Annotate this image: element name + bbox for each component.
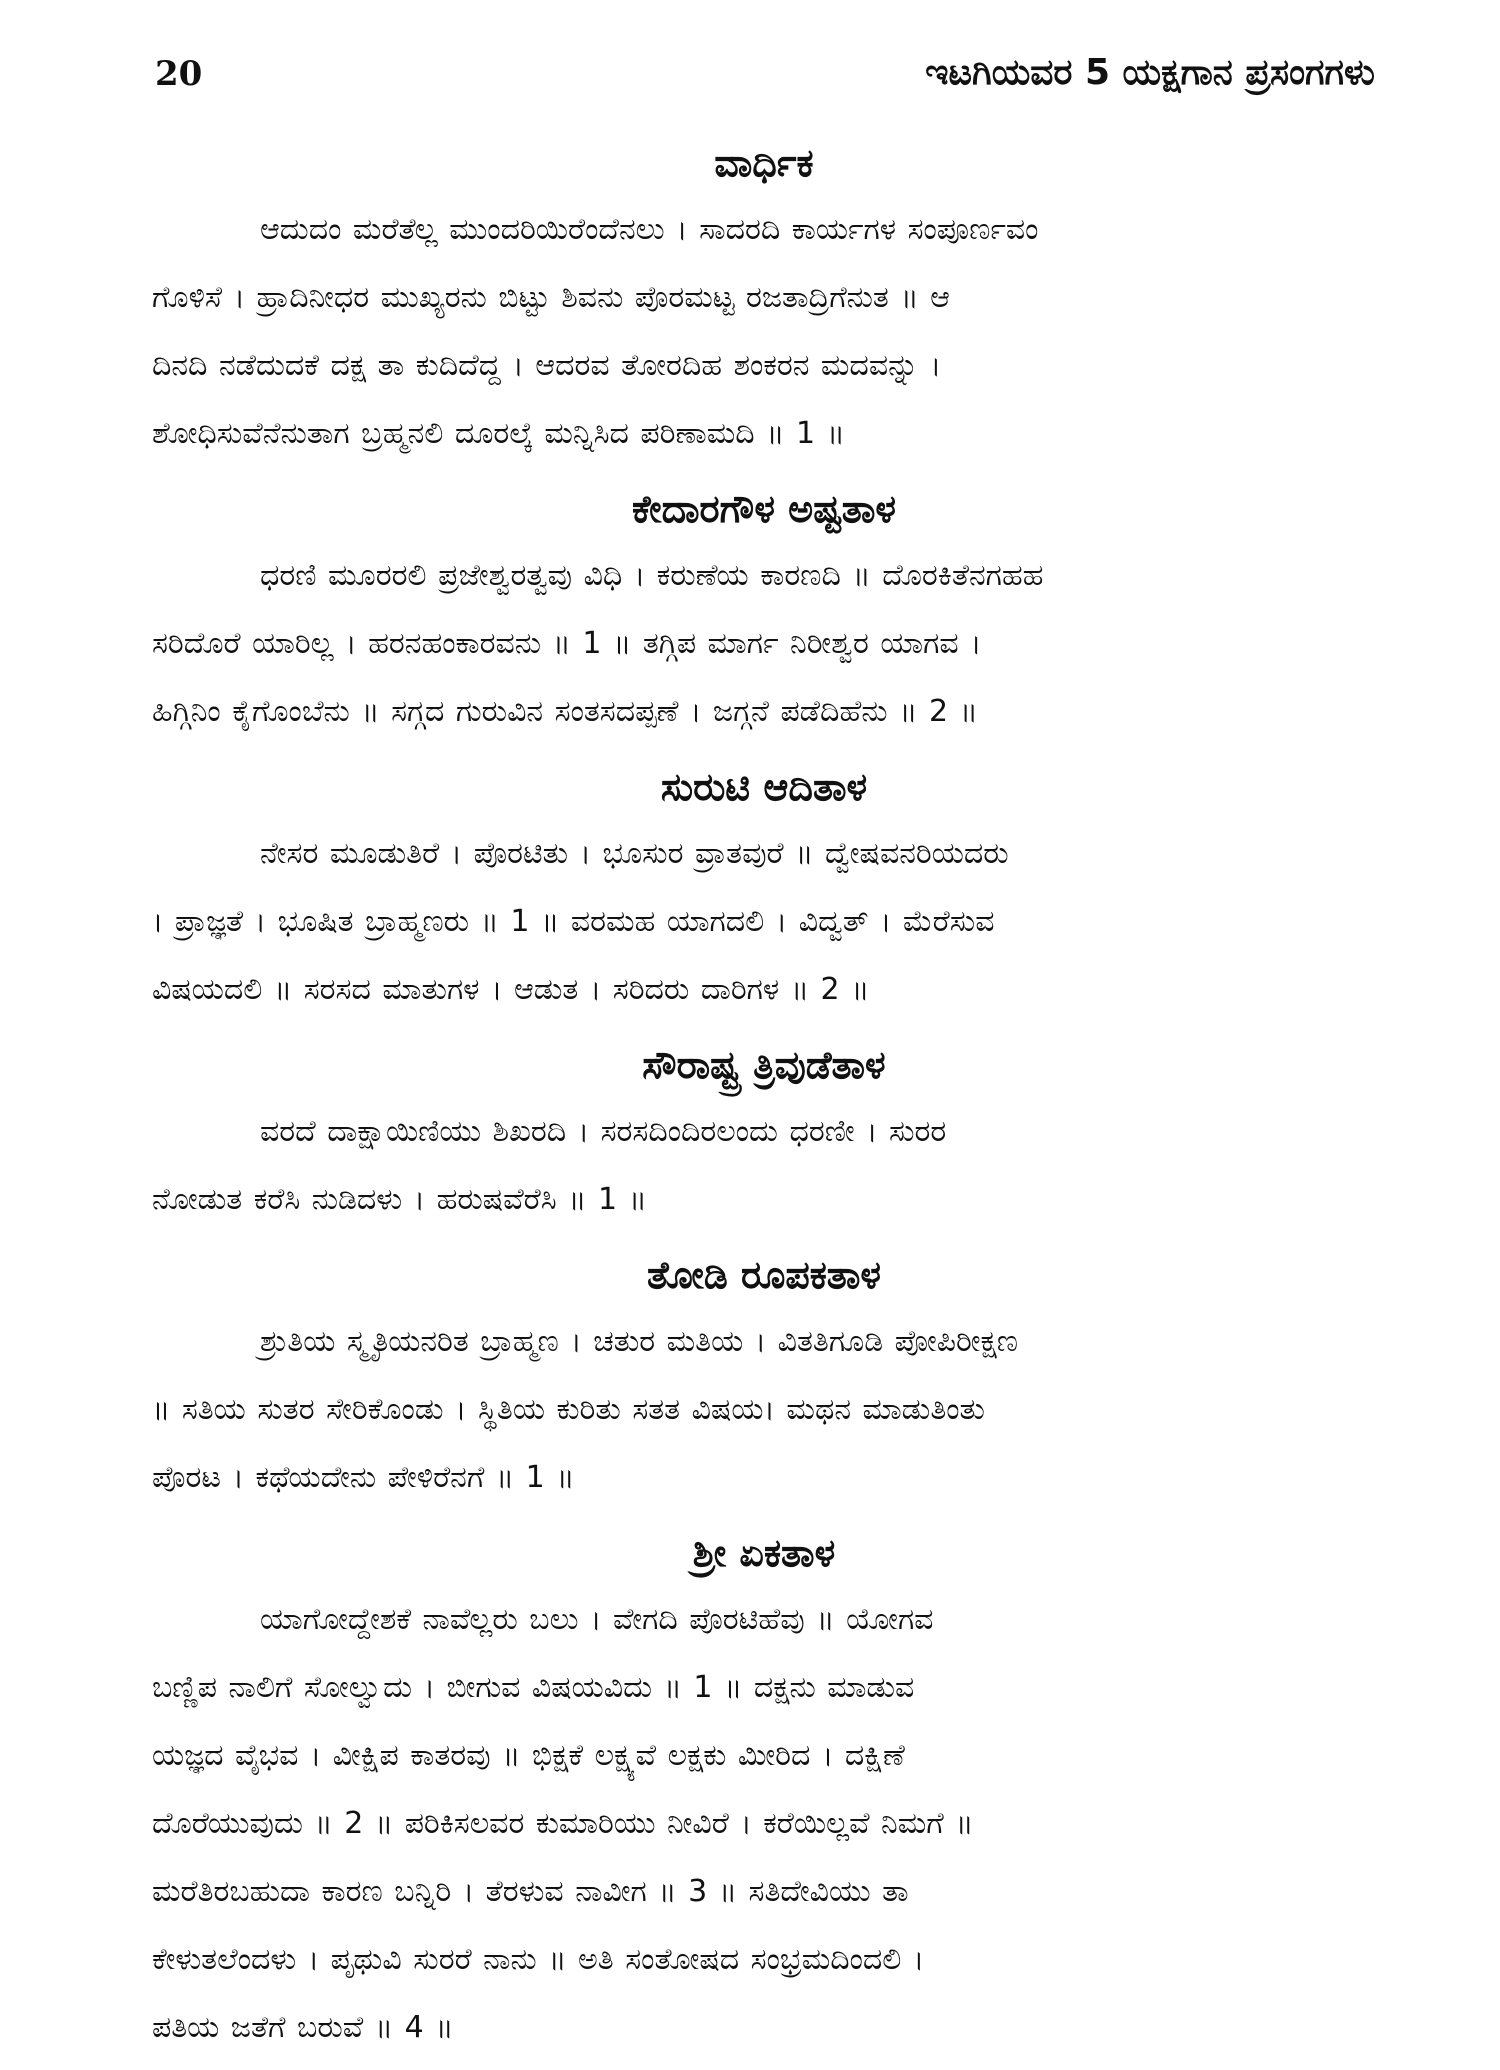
verse-line: ಸರಿದೊರೆ ಯಾರಿಲ್ಲ । ಹರನಹಂಕಾರವನು ॥ 1 ॥ ತಗ್ಗಿಪ ಮಾರ್ಗ ನಿರೀಶ್ವರ ಯಾಗವ । xyxy=(152,626,982,661)
verse-stanza xyxy=(152,196,1376,468)
verse-line: ಬಣ್ಣಿಪ ನಾಲಿಗೆ ಸೋಲ್ವುದು । ಬೀಗುವ ವಿಷಯವಿದು ॥ 1 ॥ ದಕ್ಷನು ಮಾಡುವ xyxy=(152,1670,915,1705)
verse-stanza xyxy=(152,1308,1376,1512)
verse-line: ಶ್ರುತಿಯ ಸ್ಮೃತಿಯನರಿತ ಬ್ರಾಹ್ಮಣ । ಚತುರ ಮತಿಯ । ವಿತತಿಗೂಡಿ ಪೋಪಿರೀಕ್ಷಣ xyxy=(260,1324,1019,1359)
verse-line: ಕೇಳುತಲೆಂದಳು । ಪೃಥುವಿ ಸುರರೆ ನಾನು ॥ ಅತಿ ಸಂತೋಷದ ಸಂಭ್ರಮದಿಂದಲಿ । xyxy=(152,1942,925,1977)
verse-line: ಧರಣಿ ಮೂರರಲಿ ಪ್ರಜೇಶ್ವರತ್ವವು ವಿಧಿ । ಕರುಣೆಯ ಕಾರಣದಿ ॥ ದೊರಕಿತೆನಗಹಹ xyxy=(260,558,1044,593)
verse-stanza xyxy=(152,1586,1376,2062)
verse-line: ॥ ಸತಿಯ ಸುತರ ಸೇರಿಕೊಂಡು । ಸ್ಥಿತಿಯ ಕುರಿತು ಸತತ ವಿಷಯ। ಮಥನ ಮಾಡುತಿಂತು xyxy=(152,1392,985,1427)
section-heading: ತೋಡಿ ರೂಪಕತಾಳ xyxy=(646,1253,881,1297)
verse-line: ಆದುದಂ ಮರೆತೆಲ್ಲ ಮುಂದರಿಯಿರೆಂದೆನಲು । ಸಾದರದಿ ಕಾರ್ಯಗಳ ಸಂಪೂರ್ಣವಂ xyxy=(260,212,1039,247)
verse-line: ಪೊರಟ । ಕಥೆಯದೇನು ಪೇಳಿರೆನಗೆ ॥ 1 ॥ xyxy=(152,1460,575,1495)
verse-line: ನೋಡುತ ಕರೆಸಿ ನುಡಿದಳು । ಹರುಷವೆರೆಸಿ ॥ 1 ॥ xyxy=(152,1182,647,1217)
verse-line: ದಿನದಿ ನಡೆದುದಕೆ ದಕ್ಷ ತಾ ಕುದಿದೆದ್ದ । ಆದರವ ತೋರದಿಹ ಶಂಕರನ ಮದವನ್ನು । xyxy=(152,348,942,383)
verse-stanza xyxy=(152,820,1376,1024)
verse-line: ದೊರೆಯುವುದು ॥ 2 ॥ ಪರಿಕಿಸಲವರ ಕುಮಾರಿಯು ನೀವಿರೆ । ಕರೆಯಿಲ್ಲವೆ ನಿಮಗೆ ॥ xyxy=(152,1806,974,1841)
verse-line: ಹಿಗ್ಗಿನಿಂ ಕೈಗೊಂಬೆನು ॥ ಸಗ್ಗದ ಗುರುವಿನ ಸಂತಸದಪ್ಪಣೆ । ಜಗ್ಗನೆ ಪಡೆದಿಹೆನು ॥ 2 ॥ xyxy=(152,694,978,729)
section-heading: ಕೇದಾರಗೌಳ ಅಷ್ಟತಾಳ xyxy=(632,487,896,531)
section-heading: ಸೌರಾಷ್ಟ್ರ ತ್ರಿವುಡೆತಾಳ xyxy=(642,1043,886,1087)
verse-line: ಮರೆತಿರಬಹುದಾ ಕಾರಣ ಬನ್ನಿರಿ । ತೆರಳುವ ನಾವೀಗ ॥ 3 ॥ ಸತಿದೇವಿಯು ತಾ xyxy=(152,1874,909,1909)
verse-stanza xyxy=(152,542,1376,746)
verse-line: ವರದೆ ದಾಕ್ಷಾಯಿಣಿಯು ಶಿಖರದಿ । ಸರಸದಿಂದಿರಲಂದು ಧರಣೀ । ಸುರರ xyxy=(260,1114,947,1149)
section-heading: ಶ್ರೀ ಏಕತಾಳ xyxy=(692,1531,836,1575)
verse-line: ಪತಿಯ ಜತೆಗೆ ಬರುವೆ ॥ 4 ॥ xyxy=(152,2010,454,2045)
page-header xyxy=(155,48,1375,108)
running-title: ಇಟಗಿಯವರ 5 ಯಕ್ಷಗಾನ ಪ್ರಸಂಗಗಳು xyxy=(925,52,1375,93)
page-body xyxy=(152,130,1376,2070)
verse-line: ಗೊಳಿಸೆ । ಹ್ರಾದಿನೀಧರ ಮುಖ್ಯರನು ಬಿಟ್ಟು ಶಿವನು ಪೊರಮಟ್ಟ ರಜತಾದ್ರಿಗೆನುತ ॥ ಆ xyxy=(152,280,950,315)
page-number: 20 xyxy=(155,54,203,94)
verse-line: ಯಾಗೋದ್ದೇಶಕೆ ನಾವೆಲ್ಲರು ಬಲು । ವೇಗದಿ ಪೊರಟಿಹೆವು ॥ ಯೋಗವ xyxy=(260,1602,934,1637)
verse-line: । ಪ್ರಾಜ್ಞತೆ । ಭೂಷಿತ ಬ್ರಾಹ್ಮಣರು ॥ 1 ॥ ವರಮಹ ಯಾಗದಲಿ । ವಿದ್ವತ್ । ಮೆರೆಸುವ xyxy=(152,904,995,939)
section-heading: ಸುರುಟಿ ಆದಿತಾಳ xyxy=(660,765,868,809)
verse-line: ನೇಸರ ಮೂಡುತಿರೆ । ಪೊರಟಿತು । ಭೂಸುರ ವ್ರಾತವುರೆ ॥ ದ್ವೇಷವನರಿಯದರು xyxy=(260,836,1009,871)
section-heading: ವಾರ್ಧಿಕ xyxy=(714,141,814,185)
verse-line: ಶೋಧಿಸುವೆನೆನುತಾಗ ಬ್ರಹ್ಮನಲಿ ದೂರಲ್ಕೆ ಮನ್ನಿಸಿದ ಪರಿಣಾಮದಿ ॥ 1 ॥ xyxy=(152,416,845,451)
verse-stanza xyxy=(152,1098,1376,1234)
verse-line: ಯಜ್ಞದ ವೈಭವ । ವೀಕ್ಷಿಪ ಕಾತರವು ॥ ಭಿಕ್ಷಕೆ ಲಕ್ಷ್ಯವೆ ಲಕ್ಷಕು ಮೀರಿದ । ದಕ್ಷಿಣೆ xyxy=(152,1738,905,1773)
verse-line: ವಿಷಯದಲಿ ॥ ಸರಸದ ಮಾತುಗಳ । ಆಡುತ । ಸರಿದರು ದಾರಿಗಳ ॥ 2 ॥ xyxy=(152,972,870,1007)
